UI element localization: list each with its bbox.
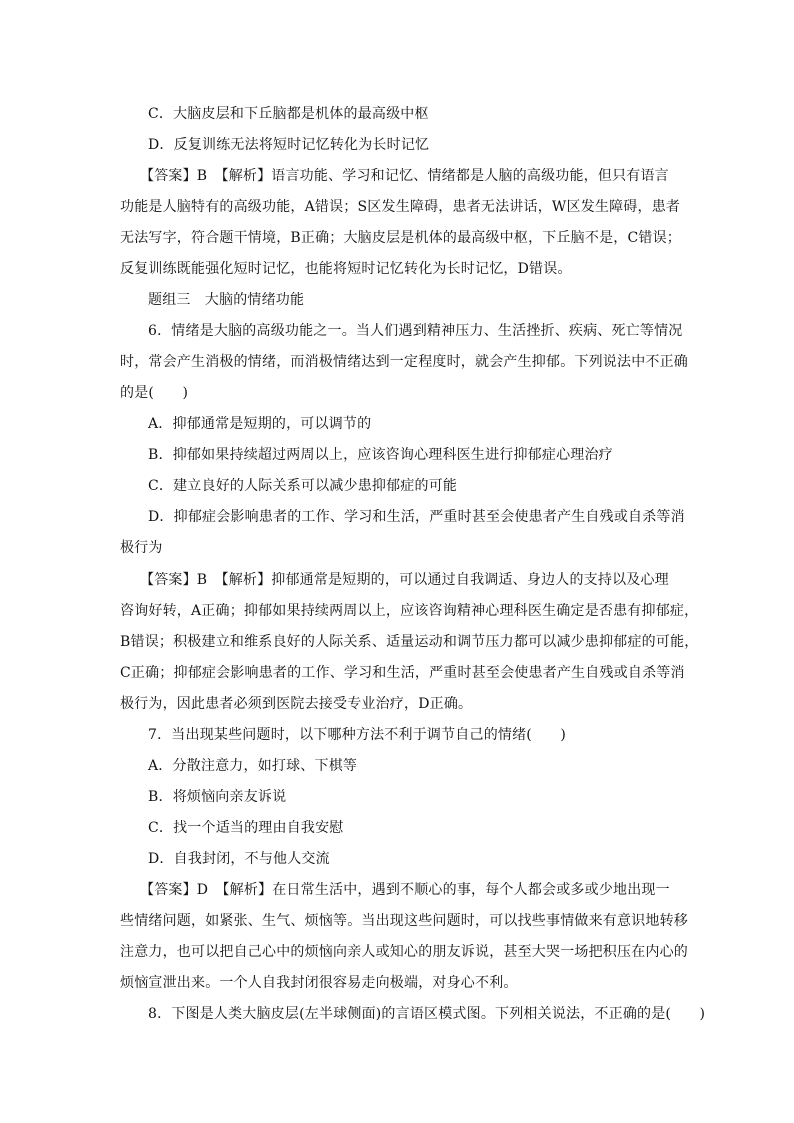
question-6-line3: 的是( ) <box>120 385 189 401</box>
answer-q7-line3: 注意力，也可以把自己心中的烦恼向亲人或知心的朋友诉说，甚至大哭一场把积压在内心的 <box>120 944 688 960</box>
option-d-q6-line2: 极行为 <box>120 540 163 556</box>
answer-q5-line3: 无法写字，符合题干情境，B正确；大脑皮层是机体的最高级中枢，下丘脑不是，C错误； <box>120 230 681 246</box>
answer-q7-line4: 烦恼宣泄出来。一个人自我封闭很容易走向极端，对身心不利。 <box>120 975 518 991</box>
answer-q5-line4: 反复训练既能强化短时记忆，也能将短时记忆转化为长时记忆，D错误。 <box>120 261 572 277</box>
answer-q6-line2: 咨询好转，A正确；抑郁如果持续两周以上，应该咨询精神心理科医生确定是否患有抑郁症， <box>120 603 699 619</box>
option-c-q7: C．找一个适当的理由自我安慰 <box>148 820 344 836</box>
question-6-line1: 6．情绪是大脑的高级功能之一。当人们遇到精神压力、生活挫折、疾病、死亡等情况 <box>148 323 683 339</box>
option-d-q6-line1: D．抑郁症会影响患者的工作、学习和生活，严重时甚至会使患者产生自残或自杀等消 <box>148 509 685 525</box>
answer-q5-line1: 【答案】B 【解析】语言功能、学习和记忆、情绪都是人脑的高级功能，但只有语言 <box>140 168 669 184</box>
answer-q6-line3: B错误；积极建立和维系良好的人际关系、适量运动和调节压力都可以减少患抑郁症的可能， <box>120 634 699 650</box>
question-8: 8．下图是人类大脑皮层(左半球侧面)的言语区模式图。下列相关说法，不正确的是( ) <box>148 1006 706 1022</box>
option-b-q6: B．抑郁如果持续超过两周以上，应该咨询心理科医生进行抑郁症心理治疗 <box>148 447 613 463</box>
question-7: 7．当出现某些问题时，以下哪种方法不利于调节自己的情绪( ) <box>148 727 567 743</box>
option-b-q7: B．将烦恼向亲友诉说 <box>148 789 287 805</box>
option-a-q6: A．抑郁通常是短期的，可以调节的 <box>148 416 372 432</box>
option-d-q5: D．反复训练无法将短时记忆转化为长时记忆 <box>148 137 430 153</box>
answer-q6-line1: 【答案】B 【解析】抑郁通常是短期的，可以通过自我调适、身边人的支持以及心理 <box>140 572 669 588</box>
option-c-q6: C．建立良好的人际关系可以减少患抑郁症的可能 <box>148 478 458 494</box>
option-a-q7: A．分散注意力，如打球、下棋等 <box>148 758 358 774</box>
option-c-q5: C．大脑皮层和下丘脑都是机体的最高级中枢 <box>148 106 429 122</box>
answer-q6-line5: 极行为，因此患者必须到医院去接受专业治疗，D正确。 <box>120 696 473 712</box>
section-heading: 题组三 大脑的情绪功能 <box>148 292 305 308</box>
question-6-line2: 时，常会产生消极的情绪，而消极情绪达到一定程度时，就会产生抑郁。下列说法中不正确 <box>120 354 688 370</box>
answer-q5-line2: 功能是人脑特有的高级功能，A错误；S区发生障碍，患者无法讲话，W区发生障碍，患者 <box>120 199 681 215</box>
answer-q7-line1: 【答案】D 【解析】在日常生活中，遇到不顺心的事，每个人都会或多或少地出现一 <box>140 882 670 898</box>
answer-q7-line2: 些情绪问题，如紧张、生气、烦恼等。当出现这些问题时，可以找些事情做来有意识地转移 <box>120 913 688 929</box>
option-d-q7: D．自我封闭，不与他人交流 <box>148 851 330 867</box>
answer-q6-line4: C正确；抑郁症会影响患者的工作、学习和生活，严重时甚至会使患者产生自残或自杀等消 <box>120 665 685 681</box>
